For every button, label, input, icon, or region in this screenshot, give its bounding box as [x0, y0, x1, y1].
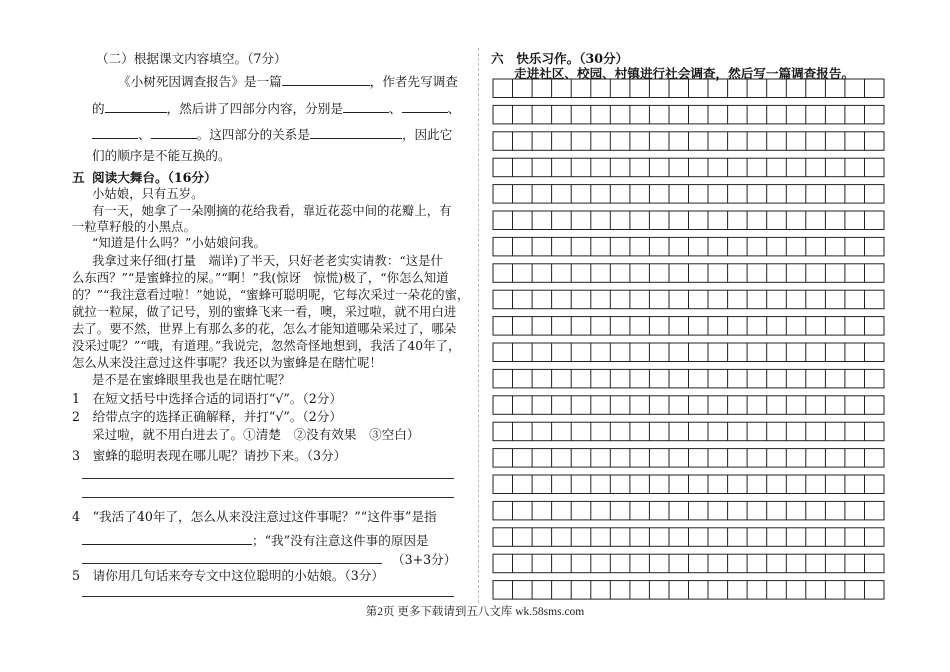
fill-text: 、	[138, 127, 151, 142]
story-line: 是不是在蜜蜂眼里我也是在瞎忙呢？	[92, 373, 291, 387]
section6-heading: 六 快乐习作。（30分）	[491, 51, 629, 66]
section5-number: 五	[72, 170, 85, 185]
story-line: 我拿过来仔细(打量 端详)了半天，只好老老实实请教：“这是什	[92, 254, 443, 268]
fill-text: 、	[447, 101, 461, 116]
story-line: 一粒草籽般的小黑点。	[72, 220, 196, 234]
question-4: 4 “我活了40年了，怎么从来没注意过这件事呢？”“这件事”是指	[72, 509, 437, 524]
fill-text: ，作者先写调查	[369, 74, 458, 89]
story-line: 有一天，她拿了一朵刚摘的花给我看，靠近花蕊中间的花瓣上，有	[92, 204, 452, 218]
fill-text: ，因此它	[401, 127, 453, 142]
story-line: 就拉一粒屎，做了记号，别的蜜蜂飞来一看，噢，采过啦，就不用白进	[72, 305, 457, 319]
fill-text: ，然后讲了四部分内容，分别是	[166, 101, 343, 116]
question-1: 1 在短文括号中选择合适的词语打“√”。（2分）	[72, 391, 342, 406]
page-footer: 第2页 更多下载请到五八文库 wk.58sms.com	[365, 606, 585, 618]
story-line: 没采过呢？”“哦，有道理。”我说完，忽然奇怪地想到，我活了40年了，	[72, 339, 461, 353]
story-line: 的？”“我注意看过啦！”她说，“蜜蜂可聪明呢，它每次采过一朵花的蜜，	[72, 288, 470, 302]
story-line: 怎么从来没注意过这件事呢？我还以为蜜蜂是在瞎忙呢！	[72, 356, 382, 370]
question-4-score: （3+3分）	[392, 552, 457, 567]
fill-text: 的	[92, 101, 105, 116]
section5-heading: 阅读大舞台。（16分）	[92, 170, 217, 185]
fill-text: ；“我”没有注意这件事的原因是	[252, 533, 429, 548]
fill-text: 、	[388, 101, 402, 116]
fill-text: 《小树死因调查报告》是一篇	[118, 74, 282, 89]
question-3: 3 蜜蜂的聪明表现在哪儿呢？请抄下来。（3分）	[72, 448, 347, 463]
question-5: 5 请你用几句话来夸专文中这位聪明的小姑娘。（3分）	[72, 568, 384, 583]
story-line: 么东西？”“是蜜蜂拉的屎。”“啊！”我(惊讶 惊慌)极了，“你怎么知道	[72, 271, 449, 285]
section6-instruction: 走进社区、校园、村镇进行社会调查，然后写一篇调查报告。	[514, 66, 855, 81]
story-line: 去了。要不然，世界上有那么多的花，怎么才能知道哪朵采过了，哪朵	[72, 322, 457, 336]
fill-line-4: 们的顺序是不能互换的。	[92, 148, 231, 163]
section2-heading: （二）根据课文内容填空。（7分）	[96, 51, 287, 66]
story-line: 小姑娘，只有五岁。	[92, 187, 204, 201]
question-2: 2 给带点字的选择正确解释，并打“√”。（2分）	[72, 409, 342, 424]
story-line: “知道是什么吗？”小姑娘问我。	[92, 236, 266, 250]
question-2-sentence: 采过啦，就不用白进去了。①清楚 ②没有效果 ③空白）	[92, 427, 420, 442]
fill-text: 。这四部分的关系是	[196, 127, 310, 142]
